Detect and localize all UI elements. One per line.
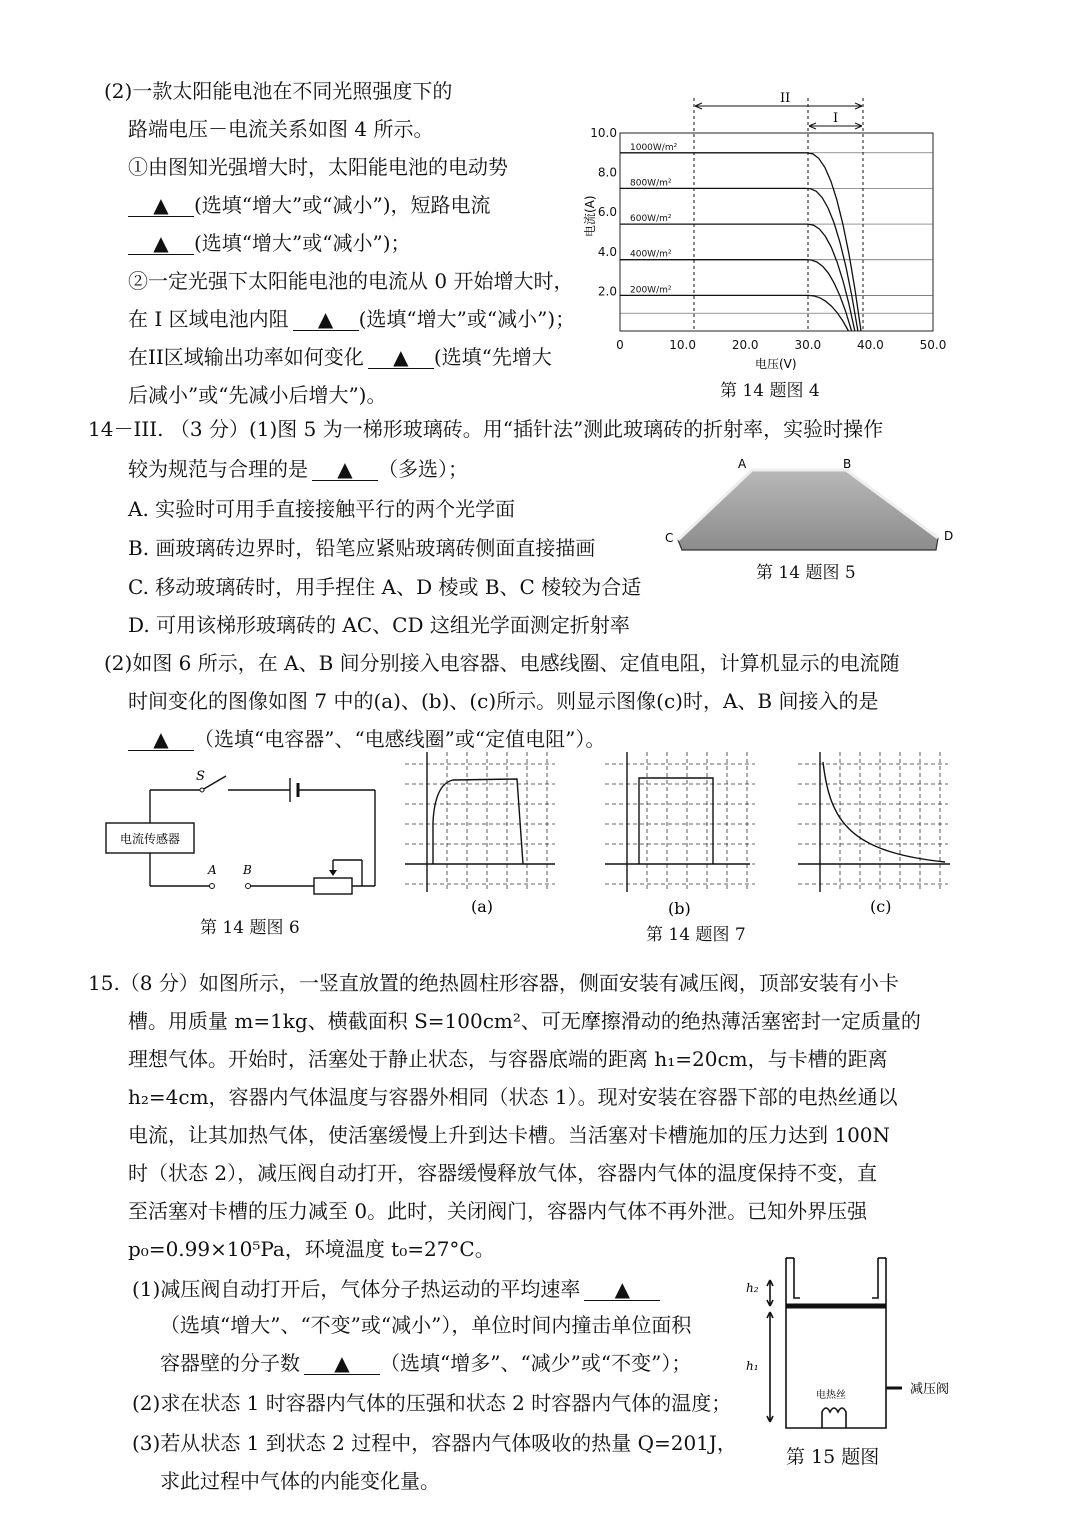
x-tick-label: 0 (616, 338, 624, 352)
q15-s1-text: (1)减压阀自动打开后，气体分子热运动的平均速率 (132, 1277, 581, 1301)
q15-line7: 至活塞对卡槽的压力减至 0。此时，关闭阀门，容器内气体不再外泄。已知外界压强 (128, 1199, 868, 1223)
q15-s3-line2: 求此过程中气体的内能变化量。 (160, 1469, 440, 1493)
iv-curve-3 (620, 224, 855, 331)
answer-blank[interactable]: ▲ (304, 1352, 380, 1375)
label-c: C (665, 531, 674, 545)
q14-2-line3: ①由图知光强增大时，太阳能电池的电动势 (128, 155, 508, 179)
q14-3-line2 (128, 456, 468, 482)
x-tick-label: 50.0 (919, 338, 947, 352)
heater-coil (822, 1408, 846, 1428)
switch-s (202, 776, 226, 790)
terminal-b (246, 884, 251, 889)
q14-3-p2-line2: 时间变化的图像如图 7 中的(a)、(b)、(c)所示。则显示图像(c)时，A、B 间接入的是 (128, 689, 879, 713)
label-d: D (944, 529, 954, 543)
option-b: B. 画玻璃砖边界时，铅笔应紧贴玻璃砖侧面直接描画 (128, 536, 596, 560)
q14-2-line7-tail: (选填“增大”或“减小”)； (358, 307, 576, 331)
region-i-label: I (833, 111, 839, 126)
y-tick-label: 4.0 (597, 244, 617, 259)
q14-2-line8-tail: (选填“先增大 (433, 345, 552, 369)
q15-s1-line2: （选填“增大”、“不变”或“减小”），单位时间内撞击单位面积 (160, 1313, 692, 1337)
q15-s1-line3-tail: （选填“增多”、“减少”或“不变”）； (380, 1351, 692, 1375)
terminal-a (210, 884, 215, 889)
label-a: A (738, 457, 747, 471)
q15-line8: p₀=0.99×10⁵Pa，环境温度 t₀=27°C。 (128, 1237, 495, 1261)
figure-15-caption: 第 15 题图 (786, 1446, 880, 1468)
q14-2-line7 (128, 306, 575, 332)
q15-s1-line1 (132, 1276, 660, 1302)
x-tick-label: 30.0 (794, 338, 822, 352)
q14-3-line2-text: 较为规范与合理的是 (128, 457, 308, 481)
heater-label: 电热丝 (816, 1390, 846, 1401)
figure-15-container (740, 1252, 970, 1442)
q14-3-p2-line3 (128, 726, 605, 752)
terminal-a-label: A (208, 863, 217, 877)
switch-label: S (196, 769, 205, 784)
figure-7-graphs (405, 752, 955, 922)
q15-line5: 电流，让其加热气体，使活塞缓慢上升到达卡槽。当活塞对卡槽施加的压力达到 100N (128, 1123, 891, 1147)
curve-label-4: 400W/m² (630, 249, 672, 260)
figure-4-chart (575, 88, 960, 388)
figure-4-caption: 第 14 题图 4 (720, 381, 820, 401)
q15-line6: 时（状态 2），减压阀自动打开，容器缓慢释放气体，容器内气体的温度保持不变，直 (128, 1161, 878, 1185)
h2-label: h₂ (746, 1281, 759, 1295)
q15-s1-line3-text: 容器壁的分子数 (160, 1351, 300, 1375)
q15-line3: 理想气体。开始时，活塞处于静止状态，与容器底端的距离 h₁=20cm，与卡槽的距离 (128, 1047, 888, 1071)
curve-label-2: 800W/m² (630, 178, 672, 189)
option-d: D. 可用该梯形玻璃砖的 AC、CD 这组光学面测定折射率 (128, 613, 630, 637)
figure-7-caption: 第 14 题图 7 (646, 925, 746, 945)
curve-label-1: 1000W/m² (630, 142, 678, 153)
figure-5-glass-brick (660, 452, 960, 560)
x-tick-label: 40.0 (857, 338, 884, 352)
y-tick-label: 10.0 (590, 126, 617, 140)
y-tick-label: 6.0 (597, 205, 617, 220)
q14-2-line8-text: 在II区域输出功率如何变化 (128, 345, 364, 369)
graph-c-curve (823, 762, 945, 862)
q14-3-p2-line1: (2)如图 6 所示，在 A、B 间分别接入电容器、电感线圈、定值电阻，计算机显示的电流随 (104, 651, 900, 675)
q14-2-line7-text: 在 I 区域电池内阻 (128, 307, 289, 331)
q15-line2: 槽。用质量 m=1kg、横截面积 S=100cm²、可无摩擦滑动的绝热薄活塞密封一定质量的 (128, 1009, 921, 1033)
q14-2-line9: 后减小”或“先减小后增大”)。 (128, 383, 387, 407)
q14-2-line5 (128, 230, 411, 256)
figure-5-caption: 第 14 题图 5 (756, 563, 856, 583)
q14-2-line1: (2)一款太阳能电池在不同光照强度下的 (104, 79, 453, 103)
x-tick-label: 10.0 (669, 338, 696, 352)
answer-blank[interactable]: ▲ (312, 458, 378, 481)
figure-6-caption: 第 14 题图 6 (200, 918, 300, 938)
q14-3-line2-tail: （多选）； (378, 457, 468, 481)
graph-b-curve (639, 778, 713, 864)
y-tick-label: 8.0 (597, 165, 617, 180)
curve-label-3: 600W/m² (630, 214, 672, 225)
option-c: C. 移动玻璃砖时，用手捏住 A、D 棱或 B、C 棱较为合适 (128, 575, 642, 599)
q14-2-line2: 路端电压－电流关系如图 4 所示。 (128, 117, 434, 141)
q15-line1: 15.（8 分）如图所示，一竖直放置的绝热圆柱形容器，侧面安装有减压阀，顶部安装有小卡 (88, 971, 899, 995)
answer-blank[interactable]: ▲ (128, 728, 194, 751)
answer-blank[interactable]: ▲ (584, 1278, 660, 1301)
answer-blank[interactable]: ▲ (128, 232, 194, 255)
q14-2-line4-text: (选填“增大”或“减小”)，短路电流 (194, 193, 491, 217)
q15-s1-line3 (160, 1350, 691, 1376)
answer-blank[interactable]: ▲ (293, 308, 359, 331)
x-axis-label: 电压(V) (755, 357, 797, 371)
option-a: A. 实验时可用手直接接触平行的两个光学面 (128, 497, 516, 521)
figure-6-circuit (100, 768, 390, 898)
q15-s3-line1: (3)若从状态 1 到状态 2 过程中，容器内气体吸收的热量 Q=201J， (132, 1431, 737, 1455)
rheostat (314, 878, 352, 894)
valve-label: 减压阀 (910, 1382, 950, 1397)
y-axis-label: 电流(A) (583, 195, 597, 237)
graph-b-label: (b) (668, 899, 691, 918)
q14-2-line5-text: (选填“增大”或“减小”)； (194, 231, 411, 255)
q14-3-p2-line3-text: （选填“电容器”、“电感线圈”或“定值电阻”）。 (194, 727, 606, 751)
label-b: B (843, 457, 852, 471)
current-sensor-label: 电流传感器 (119, 832, 181, 846)
answer-blank[interactable]: ▲ (368, 346, 434, 369)
q14-2-line8 (128, 344, 552, 370)
answer-blank[interactable]: ▲ (128, 194, 194, 217)
q15-s2: (2)求在状态 1 时容器内气体的压强和状态 2 时容器内气体的温度； (132, 1391, 732, 1415)
q14-3-line1: 14－III. （3 分）(1)图 5 为一梯形玻璃砖。用“插针法”测此玻璃砖的折射率，实验时操作 (88, 417, 884, 441)
region-ii-label: II (780, 91, 791, 106)
graph-a-curve (433, 779, 523, 864)
x-tick-label: 20.0 (731, 338, 759, 352)
graph-a-label: (a) (471, 897, 494, 916)
q14-2-line6: ②一定光强下太阳能电池的电流从 0 开始增大时， (128, 269, 574, 293)
plot-frame (620, 133, 933, 331)
q15-line4: h₂=4cm，容器内气体温度与容器外相同（状态 1）。现对安装在容器下部的电热丝通以 (128, 1085, 898, 1109)
graph-c-label: (c) (870, 897, 892, 916)
h1-label: h₁ (746, 1359, 759, 1373)
terminal-b-label: B (243, 863, 252, 877)
y-tick-label: 2.0 (597, 284, 617, 299)
curve-label-5: 200W/m² (630, 285, 672, 296)
q14-2-line4 (128, 192, 491, 218)
